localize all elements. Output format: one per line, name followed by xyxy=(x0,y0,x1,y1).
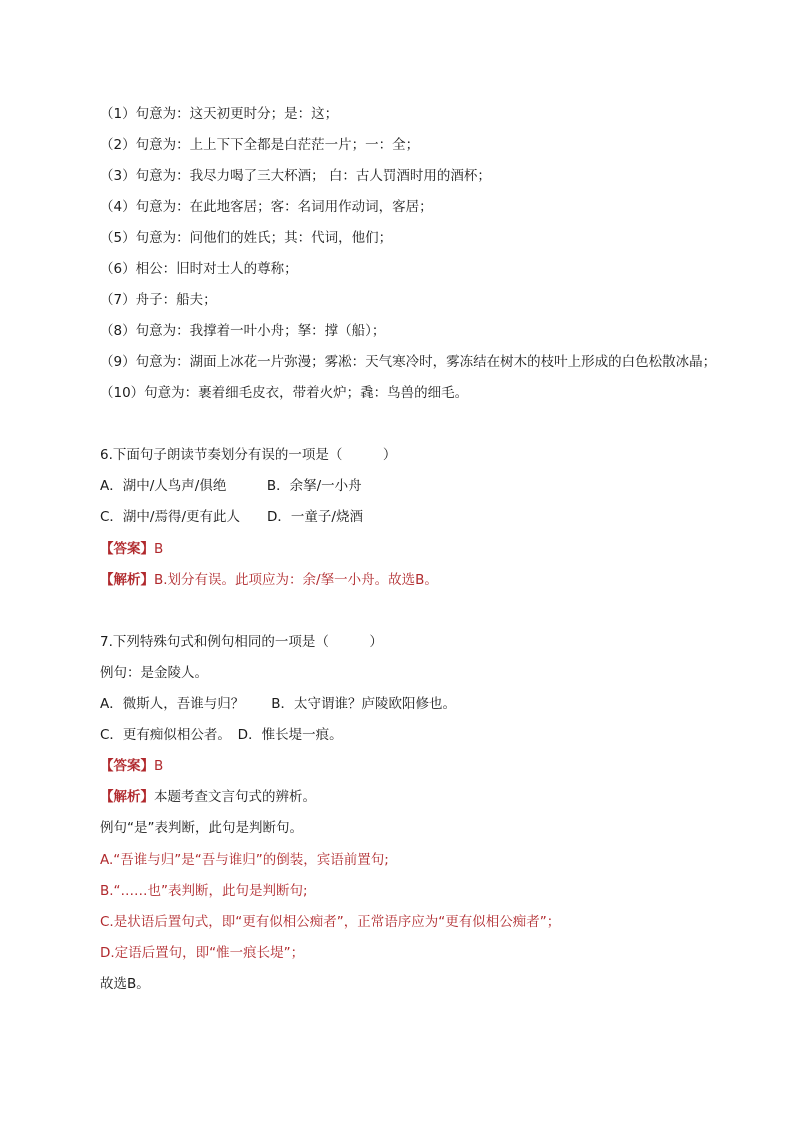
note-3: （3）句意为：我尽力喝了三大杯酒； 白：古人罚酒时用的酒杯； xyxy=(100,168,491,184)
question-6-analysis xyxy=(100,570,754,590)
note-1: （1）句意为：这天初更时分；是：这； xyxy=(100,106,339,122)
answer-tag: 【答案】 xyxy=(100,541,154,557)
analysis-tag: 【解析】 xyxy=(100,789,154,805)
question-6-options-cd: C．湖中/焉得/更有此人 D．一童子/烧酒 xyxy=(100,509,363,525)
analysis-tag: 【解析】 xyxy=(100,572,154,588)
explain-line-c: C.是状语后置句式，即“更有似相公痴者”，正常语序应为“更有似相公痴者”； xyxy=(100,914,561,930)
note-2: （2）句意为：上上下下全都是白茫茫一片；一：全； xyxy=(100,137,420,153)
question-7-options-ab: A．微斯人，吾谁与归？ B．太守谓谁？庐陵欧阳修也。 xyxy=(100,696,456,712)
note-6: （6）相公：旧时对士人的尊称； xyxy=(100,261,298,277)
answer-value: B xyxy=(154,758,164,774)
analysis-text: 本题考查文言句式的辨析。 xyxy=(154,789,316,805)
explain-line-d: D.定语后置句，即“惟一痕长堤”； xyxy=(100,945,305,961)
answer-tag: 【答案】 xyxy=(100,758,154,774)
explain-line-b: B.“……也”表判断，此句是判断句; xyxy=(100,883,308,899)
note-4: （4）句意为：在此地客居；客：名词用作动词，客居； xyxy=(100,199,433,215)
question-7-options-cd: C．更有痴似相公者。 D．惟长堤一痕。 xyxy=(100,727,343,743)
question-7-analysis xyxy=(100,787,754,807)
note-10: （10）句意为：裹着细毛皮衣，带着火炉；毳：鸟兽的细毛。 xyxy=(100,385,469,401)
note-8: （8）句意为：我撑着一叶小舟；拏：撑（船）； xyxy=(100,323,386,339)
question-6-stem: 6.下面句子朗读节奏划分有误的一项是（ ） xyxy=(100,447,397,463)
explain-line-intro: 例句“是”表判断，此句是判断句。 xyxy=(100,820,303,836)
question-7-example: 例句：是金陵人。 xyxy=(100,665,208,681)
note-5: （5）句意为：问他们的姓氏；其：代词，他们； xyxy=(100,230,393,246)
question-7-stem: 7.下列特殊句式和例句相同的一项是（ ） xyxy=(100,634,383,650)
note-7: （7）舟子：船夫； xyxy=(100,292,217,308)
analysis-text: B.划分有误。此项应为：余/拏一小舟。故选B。 xyxy=(154,572,438,588)
question-7-answer xyxy=(100,756,754,776)
explain-line-a: A.“吾谁与归”是“吾与谁归”的倒装，宾语前置句; xyxy=(100,852,389,868)
answer-value: B xyxy=(154,541,164,557)
question-6-answer xyxy=(100,539,754,559)
note-9: （9）句意为：湖面上冰花一片弥漫；雾凇：天气寒冷时，雾冻结在树木的枝叶上形成的白色松散冰晶； xyxy=(100,354,717,370)
explain-line-conclusion: 故选B。 xyxy=(100,976,150,992)
question-6-options-ab: A．湖中/人鸟声/俱绝 B．余拏/一小舟 xyxy=(100,478,362,494)
